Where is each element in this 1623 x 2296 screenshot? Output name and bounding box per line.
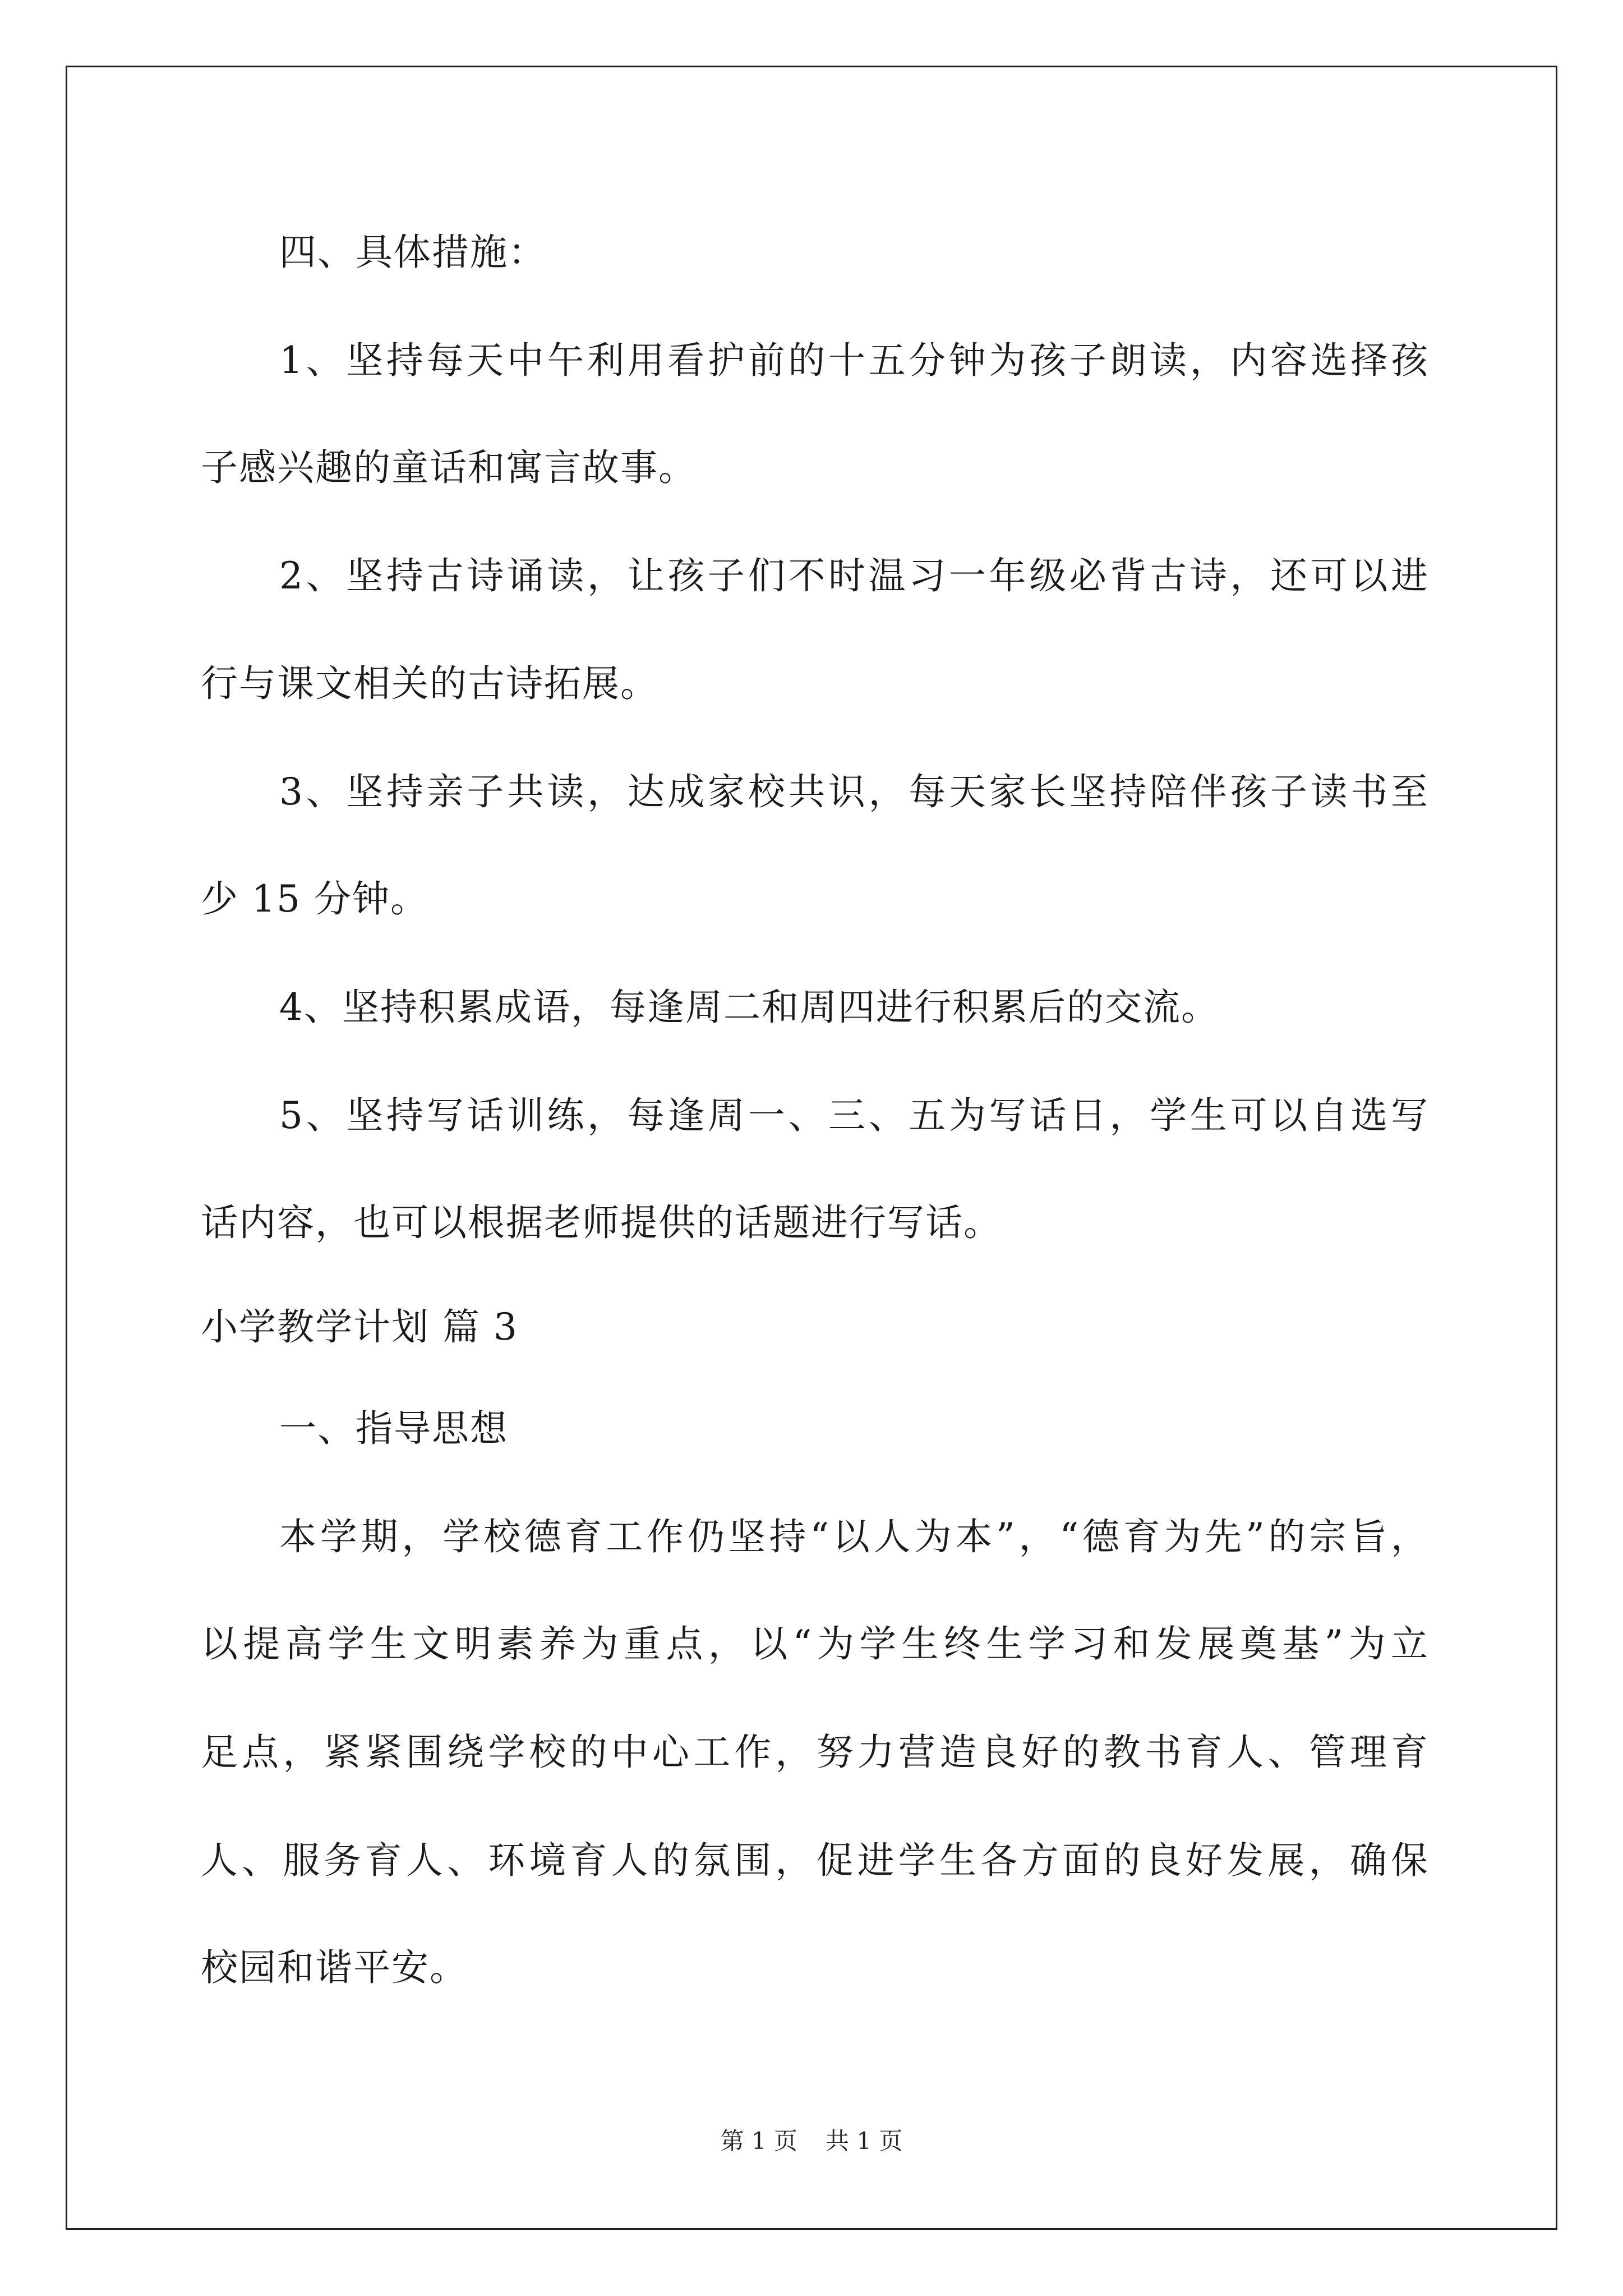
- paragraph-line: 5、坚持写话训练，每逢周一、三、五为写话日，学生可以自选写: [279, 1094, 1429, 1137]
- paragraph-line: 人、服务育人、环境育人的氛围，促进学生各方面的良好发展，确保: [201, 1839, 1429, 1882]
- paragraph-line: 4、坚持积累成语，每逢周二和周四进行积累后的交流。: [279, 986, 1219, 1029]
- paragraph-line: 1、坚持每天中午利用看护前的十五分钟为孩子朗读，内容选择孩: [279, 339, 1429, 382]
- paragraph-line: 校园和谐平安。: [201, 1946, 468, 1989]
- section-heading-measures: 四、具体措施：: [279, 231, 546, 274]
- paragraph-line: 行与课文相关的古诗拓展。: [201, 662, 658, 705]
- page-total: 共 1 页: [826, 2127, 903, 2155]
- paragraph-line: 以提高学生文明素养为重点，以“为学生终生学习和发展奠基”为立: [201, 1622, 1429, 1665]
- paragraph-line: 本学期，学校德育工作仍坚持“以人为本”，“德育为先”的宗旨，: [279, 1515, 1429, 1558]
- paragraph-line: 子感兴趣的童话和寓言故事。: [201, 446, 697, 489]
- paragraph-line: 3、坚持亲子共读，达成家校共识，每天家长坚持陪伴孩子读书至: [279, 770, 1429, 813]
- paragraph-line: 话内容，也可以根据老师提供的话题进行写话。: [201, 1201, 1002, 1244]
- page-footer: [0, 2123, 1623, 2156]
- paragraph-line: 少 15 分钟。: [201, 877, 428, 921]
- article-title: 小学教学计划 篇 3: [201, 1305, 518, 1349]
- paragraph-line: 2、坚持古诗诵读，让孩子们不时温习一年级必背古诗，还可以进: [279, 554, 1429, 597]
- section-heading-guiding-thought: 一、指导思想: [279, 1407, 508, 1450]
- page-number: 第 1 页: [720, 2127, 797, 2155]
- paragraph-line: 足点，紧紧围绕学校的中心工作，努力营造良好的教书育人、管理育: [201, 1731, 1429, 1774]
- page-border: [66, 66, 1557, 2230]
